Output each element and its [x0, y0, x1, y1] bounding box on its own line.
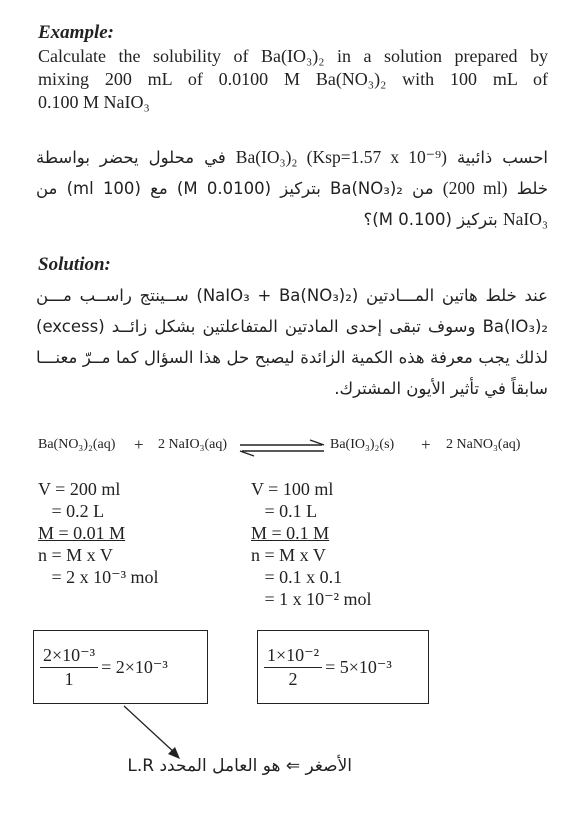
reactant-2: 2 NaIO₃(aq): [158, 437, 228, 452]
fraction: [264, 645, 322, 690]
solution-line: لذلك يجب معرفة هذه الكمية الزائدة ليصبح حل هذا السؤال كما مــرّ معنـــا: [36, 348, 548, 367]
formula-text: Ba(IO₃)₂ (Ksp=1.57 x 10⁻⁹): [235, 147, 447, 167]
calc-line: M = 0.1 M: [251, 523, 330, 543]
problem-text-english: [38, 45, 548, 114]
plus-sign: +: [134, 435, 144, 454]
calc-line: = 0.2 L: [38, 501, 105, 521]
left-ratio-box: [33, 630, 208, 704]
calc-line: V = 100 ml: [251, 479, 334, 499]
numerator: 1×10⁻²: [264, 645, 322, 668]
problem-line: mixing 200 mL of 0.0100 M Ba(NO₃)₂ with 100 mL of: [38, 69, 548, 89]
arabic-problem-line: [36, 173, 548, 204]
product-1: Ba(IO₃)₂(s): [330, 437, 395, 452]
arabic-problem-line: [36, 142, 548, 173]
denominator: 2: [288, 668, 298, 689]
numerator: 2×10⁻³: [40, 645, 98, 668]
solution-line: سابقاً في تأثير الأيون المشترك.: [334, 379, 548, 398]
calc-line: n = M x V: [38, 545, 113, 565]
reaction-equation: [38, 433, 558, 463]
example-heading: Example:: [38, 22, 114, 43]
formula-text: NaIO₃: [503, 209, 548, 229]
problem-line: 0.100 M NaIO₃: [38, 92, 150, 112]
solution-line: Ba(IO₃)₂ وسوف تبقى إحدى المادتين المتفاعلتين بشكل زائــد (excess): [36, 317, 548, 336]
equilibrium-arrow-icon: [238, 439, 326, 457]
problem-text-arabic: [36, 142, 548, 235]
reactant-1: Ba(NO₃)₂(aq): [38, 437, 116, 452]
calc-line: n = M x V: [251, 545, 326, 565]
right-calculation: [251, 478, 372, 610]
ratio-result: = 5×10⁻³: [325, 656, 392, 677]
calc-line: M = 0.01 M: [38, 523, 126, 543]
arabic-text: بتركيز (0.100 M)؟: [363, 210, 504, 229]
calc-line: V = 200 ml: [38, 479, 121, 499]
solution-line: عند خلط هاتين المـــادتين (NaIO₃ + Ba(NO₃)₂) ســينتج راســب مـــن: [36, 286, 548, 305]
calc-line: = 2 x 10⁻³ mol: [38, 567, 159, 587]
calc-line: = 1 x 10⁻² mol: [251, 589, 372, 609]
left-calculation: [38, 478, 159, 588]
formula-text: (200 ml): [442, 178, 508, 198]
pointer-arrow-icon: [120, 704, 190, 764]
arabic-text: خلط: [507, 179, 549, 198]
limiting-reagent-conclusion: الأصغر ⇐ هو العامل المحدد L.R: [127, 756, 352, 776]
arabic-text: احسب ذائبية: [446, 148, 548, 167]
denominator: 1: [64, 668, 74, 689]
fraction: [40, 645, 98, 690]
plus-sign: +: [421, 435, 431, 454]
right-ratio-box: [257, 630, 429, 704]
arabic-text: من Ba(NO₃)₂ بتركيز (0.0100 M) مع (100 ml) من: [36, 179, 443, 198]
arabic-text: في محلول يحضر بواسطة: [36, 148, 236, 167]
calc-line: = 0.1 x 0.1: [251, 567, 343, 587]
product-2: 2 NaNO₃(aq): [446, 437, 521, 452]
problem-line: Calculate the solubility of Ba(IO₃)₂ in a solution prepared by: [38, 46, 548, 66]
solution-text-arabic: [36, 280, 548, 404]
calc-line: = 0.1 L: [251, 501, 318, 521]
solution-heading: Solution:: [38, 254, 111, 275]
ratio-result: = 2×10⁻³: [101, 656, 168, 677]
arabic-problem-line: [36, 204, 548, 235]
